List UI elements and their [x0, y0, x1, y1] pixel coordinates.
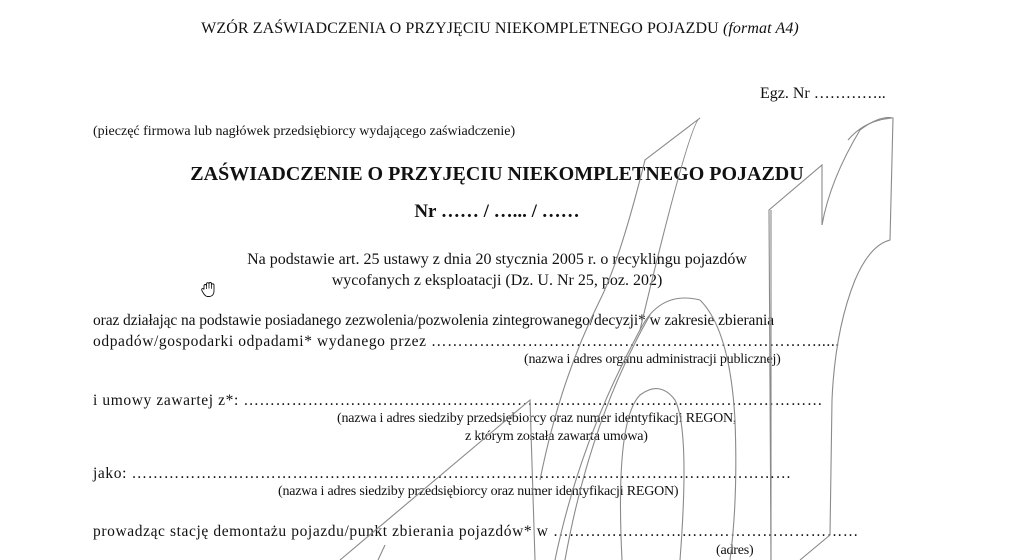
copy-number-field: Egz. Nr …………..: [760, 85, 886, 102]
agreement-hint-line-2: z którym została zawarta umowa): [465, 429, 648, 444]
legal-basis-line-2: wycofanych z eksploatacji (Dz. U. Nr 25, poz. 202): [331, 272, 663, 289]
station-line: prowadząc stację demontażu pojazdu/punkt zbierania pojazdów* w …………………………………………………: [93, 523, 859, 540]
station-hint: (adres): [716, 543, 754, 558]
agreement-hint-line-1: (nazwa i adres siedziby przedsiębiorcy oraz numer identyfikacji REGON,: [337, 411, 737, 426]
permit-hint: (nazwa i adres organu administracji publicznej): [524, 352, 781, 367]
legal-basis-line-1: Na podstawie art. 25 ustawy z dnia 20 stycznia 2005 r. o recyklingu pojazdów: [247, 251, 747, 268]
as-line: jako: ……………………………………………………………………………………………………………: [93, 465, 792, 482]
template-title: [0, 20, 1000, 38]
template-format: (format A4): [722, 20, 799, 37]
certificate-number: Nr …… / …... / ……: [414, 201, 580, 222]
agreement-line: i umowy zawartej z*: ………………………………………………………………………………………………: [93, 392, 823, 409]
hand-grab-icon: [199, 280, 219, 300]
permit-line-2: odpadów/gospodarki odpadami* wydanego przez ……………………………………………………………….....: [93, 333, 840, 350]
certificate-title: ZAŚWIADCZENIE O PRZYJĘCIU NIEKOMPLETNEGO POJAZDU: [190, 163, 804, 185]
permit-line-1: oraz działając na podstawie posiadanego zezwolenia/pozwolenia zintegrowanego/decyzji* w zakresie zbierania: [93, 312, 774, 329]
stamp-note: (pieczęć firmowa lub nagłówek przedsiębiorcy wydającego zaświadczenie): [93, 124, 516, 139]
legal-basis: [0, 249, 994, 291]
as-hint: (nazwa i adres siedziby przedsiębiorcy oraz numer identyfikacji REGON): [278, 484, 679, 499]
template-title-text: WZÓR ZAŚWIADCZENIA O PRZYJĘCIU NIEKOMPLETNEGO POJAZDU: [201, 20, 719, 37]
